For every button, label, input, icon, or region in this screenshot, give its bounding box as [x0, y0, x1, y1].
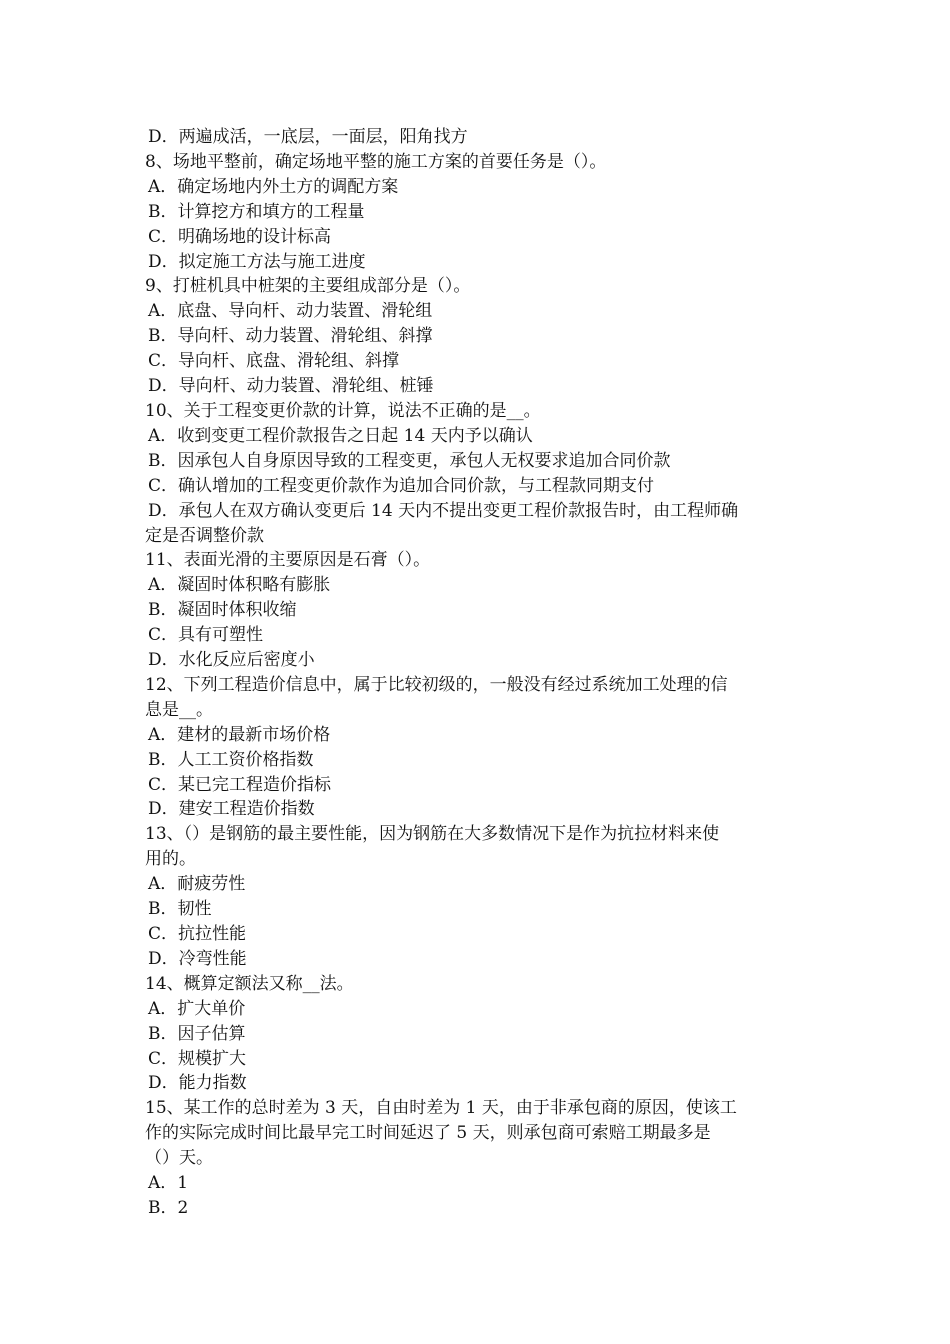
question-text-continuation: 息是__。 — [145, 699, 213, 720]
question-text: 9、打桩机具中桩架的主要组成部分是（）。 — [145, 276, 471, 297]
question-text-continuation: 定是否调整价款 — [145, 525, 264, 546]
answer-option: B．韧性 — [148, 899, 212, 920]
answer-option: B．计算挖方和填方的工程量 — [148, 201, 365, 222]
question-text-continuation: （）天。 — [145, 1148, 213, 1169]
answer-option: D．导向杆、动力装置、滑轮组、桩锤 — [148, 376, 434, 397]
answer-option: A．扩大单价 — [148, 998, 246, 1019]
answer-option: C．规模扩大 — [148, 1048, 247, 1069]
answer-option: C．确认增加的工程变更价款作为追加合同价款，与工程款同期支付 — [148, 475, 655, 496]
exam-question-list — [145, 125, 810, 1221]
answer-option: B．导向杆、动力装置、滑轮组、斜撑 — [148, 326, 433, 347]
answer-option: D．水化反应后密度小 — [148, 650, 315, 671]
answer-option: A．收到变更工程价款报告之日起 14 天内予以确认 — [148, 425, 533, 446]
answer-option: C．具有可塑性 — [148, 625, 264, 646]
answer-option: D．拟定施工方法与施工进度 — [148, 251, 366, 272]
answer-option: C．抗拉性能 — [148, 924, 247, 944]
answer-option: D．承包人在双方确认变更后 14 天内不提出变更工程价款报告时，由工程师确 — [148, 500, 739, 521]
answer-option: B．因承包人自身原因导致的工程变更，承包人无权要求追加合同价款 — [148, 450, 671, 471]
question-text: 11、表面光滑的主要原因是石膏（）。 — [145, 550, 431, 571]
answer-option: C．明确场地的设计标高 — [148, 226, 332, 247]
answer-option: D．两遍成活，一底层，一面层，阳角找方 — [148, 127, 468, 147]
answer-option: D．建安工程造价指数 — [148, 799, 315, 820]
question-text: 8、场地平整前，确定场地平整的施工方案的首要任务是（）。 — [145, 151, 607, 172]
answer-option: A．底盘、导向杆、动力装置、滑轮组 — [148, 301, 433, 322]
answer-option: A．耐疲劳性 — [148, 874, 246, 895]
answer-option: B．凝固时体积收缩 — [148, 600, 297, 621]
answer-option: A．确定场地内外土方的调配方案 — [148, 176, 399, 197]
answer-option: C．某已完工程造价指标 — [148, 774, 332, 795]
answer-option: A．凝固时体积略有膨胀 — [148, 575, 331, 596]
question-text-continuation: 用的。 — [145, 849, 196, 870]
question-text: 13、（）是钢筋的最主要性能，因为钢筋在大多数情况下是作为抗拉材料来使 — [145, 824, 720, 845]
question-text-continuation: 作的实际完成时间比最早完工时间延迟了 5 天，则承包商可索赔工期最多是 — [145, 1123, 711, 1144]
answer-option: C．导向杆、底盘、滑轮组、斜撑 — [148, 351, 400, 372]
question-text: 14、概算定额法又称__法。 — [145, 973, 354, 994]
answer-option: B．人工工资价格指数 — [148, 749, 314, 770]
answer-option: D．能力指数 — [148, 1073, 247, 1094]
answer-option: D．冷弯性能 — [148, 948, 247, 969]
answer-option: A．1 — [148, 1173, 189, 1194]
answer-option: B．2 — [148, 1197, 189, 1218]
question-text: 12、下列工程造价信息中，属于比较初级的，一般没有经过系统加工处理的信 — [145, 674, 728, 695]
question-text: 10、关于工程变更价款的计算，说法不正确的是__。 — [145, 400, 541, 421]
answer-option: A．建材的最新市场价格 — [148, 724, 331, 745]
answer-option: B．因子估算 — [148, 1023, 246, 1044]
question-text: 15、某工作的总时差为 3 天，自由时差为 1 天，由于非承包商的原因，使该工 — [145, 1098, 737, 1119]
